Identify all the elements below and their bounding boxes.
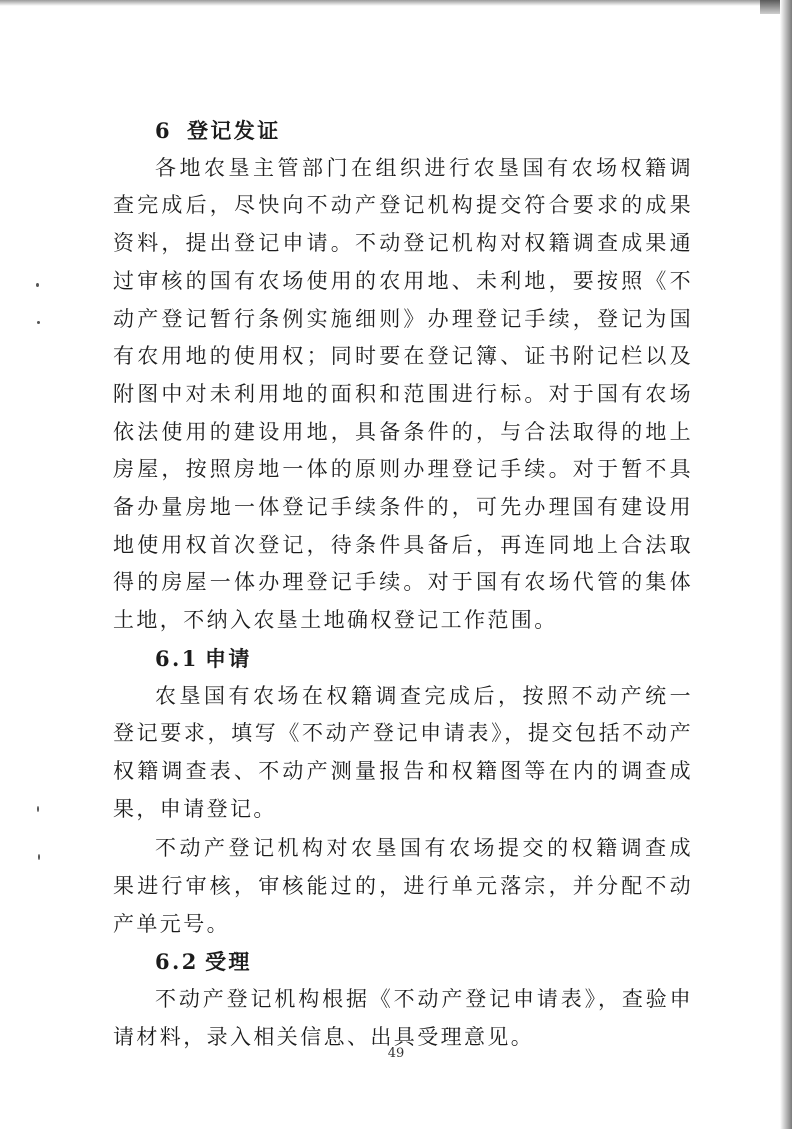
subsection-paragraph: 不动产登记机构对农垦国有农场提交的权籍调查成果进行审核，审核能过的，进行单元落宗，并分配不动产单元号。: [113, 836, 693, 936]
scan-speck: [36, 283, 39, 287]
subsection-title: 申请: [205, 645, 252, 671]
scan-speck: [37, 321, 40, 324]
subsection-title: 受理: [205, 949, 252, 975]
scan-top-edge: [0, 0, 792, 6]
subsection-number: 6.1: [155, 645, 199, 671]
page-number: 49: [387, 1046, 405, 1061]
scan-right-edge: [780, 0, 792, 1129]
subsection-paragraph: 不动产登记机构根据《不动产登记申请表》，查验申请材料，录入相关信息、出具受理意见。: [113, 987, 693, 1049]
section-paragraph: 各地农垦主管部门在组织进行农垦国有农场权籍调查完成后，尽快向不动产登记机构提交符合要求的成果资料，提出登记申请。不动登记机构对权籍调查成果通过审核的国有农场使用的农用地、未利地，要按照《不动产登记暂行条例实施细则》办理登记手续，登记为国有农用地的使用权；同时要在登记簿、证书附记栏以及附图中对未利用地的面积和范围进行标。对于国有农场依法使用的建设用地，具备条件的，与合法取得的地上房屋，按照房地一体的原则办理登记手续。对于暂不具备办量房地一体登记手续条件的，可先办理国有建设用地使用权首次登记，待条件具备后，再连同地上合法取得的房屋一体办理登记手续。对于国有农场代管的集体土地，不纳入农垦土地确权登记工作范围。: [113, 155, 693, 633]
scan-speck: [38, 854, 40, 860]
scan-corner-mark: [760, 0, 780, 14]
subsection-heading-6-2: [113, 943, 693, 981]
section-heading: [113, 112, 693, 150]
subsection-paragraph: 农垦国有农场在权籍调查完成后，按照不动产统一登记要求，填写《不动产登记申请表》，提交包括不动产权籍调查表、不动产测量报告和权籍图等在内的调查成果，申请登记。: [113, 683, 693, 821]
subsection-number: 6.2: [155, 949, 199, 975]
section-title: 登记发证: [187, 118, 281, 143]
document-body: [113, 112, 693, 1057]
section-number: 6: [155, 118, 173, 143]
scan-speck: [37, 806, 39, 812]
subsection-heading-6-1: [113, 640, 693, 678]
